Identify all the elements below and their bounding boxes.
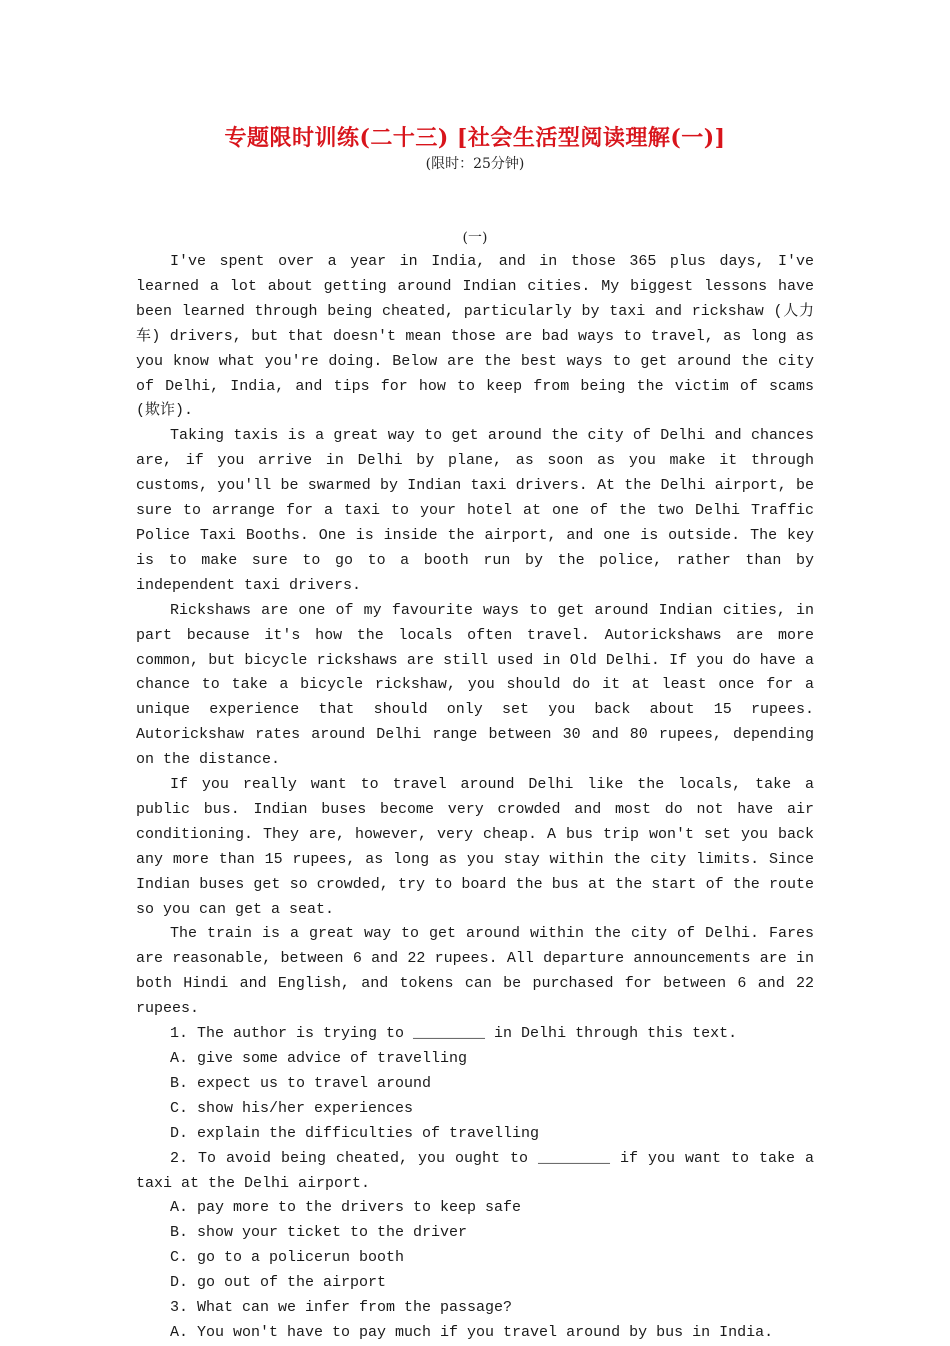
answer-option: B. show your ticket to the driver — [170, 1224, 468, 1242]
paragraph: The train is a great way to get around within the city of Delhi. Fares are reasonable, between 6 and 22 rupees. All departure announcements are in both Hindi and English, and tokens can be purchased for between 6 and 22 rupees. — [136, 925, 814, 1018]
question-1 — [136, 1022, 814, 1147]
paragraph: Taking taxis is a great way to get around the city of Delhi and chances are, if you arrive in Delhi by plane, as soon as you make it through customs, you'll be swarmed by Indian taxi drivers. At the Delhi airport, be sure to arrange for a taxi to your hotel at one of the two Delhi Traffic Police Taxi Booths. One is inside the airport, and one is outside. The key is to make sure to go to a booth run by the police, rather than by independent taxi drivers. — [136, 427, 814, 594]
paragraph: Rickshaws are one of my favourite ways to get around Indian cities, in part because it's how the locals often travel. Autorickshaws are more common, but bicycle rickshaws are still used in Old Delhi. If you do have a chance to take a bicycle rickshaw, you should do it at least once for a unique experience that should only set you back about 15 rupees. Autorickshaw rates around Delhi range between 30 and 80 rupees, depending on the distance. — [136, 601, 814, 769]
question-stem: 2. To avoid being cheated, you ought to ________ if you want to take a taxi at the Delhi airport. — [136, 1149, 814, 1192]
paragraph: I've spent over a year in India, and in those 365 plus days, I've learned a lot about getting around Indian cities. My biggest lessons have been learned through being cheated, particularly by taxi and rickshaw (人力车) drivers, but that doesn't mean those are bad ways to travel, as long as you know what you're doing. Below are the best ways to get around the city of Delhi, India, and tips for how to keep from being the victim of scams (欺诈). — [136, 253, 814, 420]
time-limit: (限时：25分钟) — [425, 156, 525, 172]
paragraph: If you really want to travel around Delhi like the locals, take a public bus. Indian buses become very crowded and most do not have air conditioning. They are, however, very cheap. A bus trip won't set you back any more than 15 rupees, as long as you stay within the city limits. Since Indian buses get so crowded, try to board the bus at the start of the route so you can get a seat. — [136, 776, 814, 918]
answer-option: D. go out of the airport — [170, 1274, 387, 1292]
question-stem: 3. What can we infer from the passage? — [170, 1299, 513, 1317]
question-2 — [136, 1147, 814, 1296]
question-stem: 1. The author is trying to ________ in Delhi through this text. — [170, 1025, 738, 1043]
page-title: 专题限时训练(二十三) [社会生活型阅读理解(一)] — [224, 125, 726, 151]
reading-passage — [136, 250, 814, 1346]
answer-option: D. explain the difficulties of travelling — [170, 1124, 540, 1142]
answer-option: B. expect us to travel around — [170, 1074, 432, 1092]
answer-option: C. show his/her experiences — [170, 1099, 414, 1117]
answer-option: A. pay more to the drivers to keep safe — [170, 1199, 522, 1217]
question-3 — [136, 1296, 814, 1346]
answer-option: A. give some advice of travelling — [170, 1050, 468, 1067]
answer-option: A. You won't have to pay much if you travel around by bus in India. — [170, 1323, 774, 1341]
section-label: (一) — [462, 230, 488, 246]
answer-option: C. go to a policerun booth — [170, 1249, 405, 1267]
